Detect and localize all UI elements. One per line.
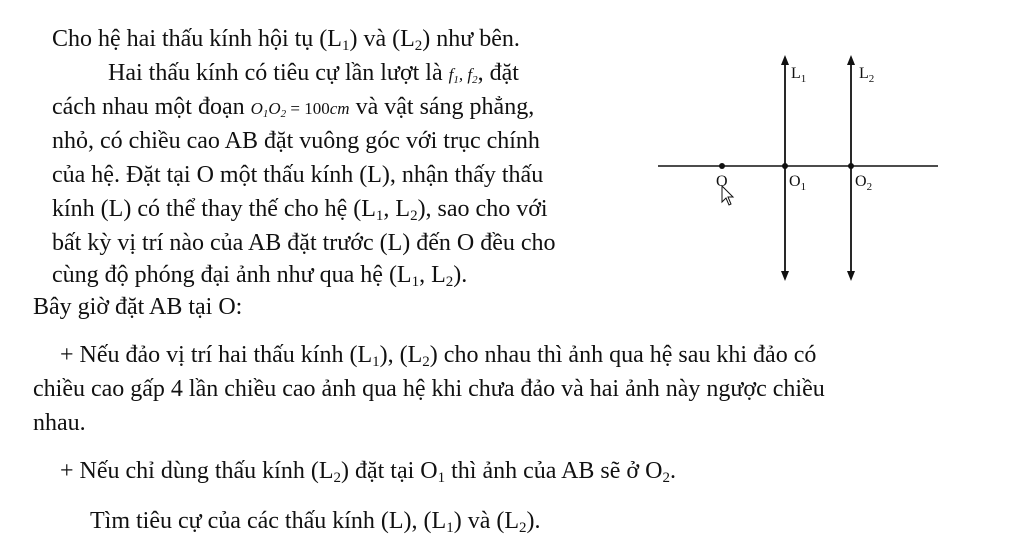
sub: 2 [519, 520, 527, 536]
paragraph-line-8: Bây giờ đặt AB tại O: [33, 294, 243, 320]
distance-formula [251, 99, 350, 118]
sub: 2 [410, 208, 418, 224]
sub: 1 [262, 108, 269, 120]
lens-system-diagram [640, 40, 950, 285]
sub: 2 [422, 354, 430, 370]
sub: 2 [333, 470, 341, 486]
text: , L [383, 196, 411, 222]
text: + Nếu đảo vị trí hai thấu kính (L [60, 342, 373, 368]
text: và vật sáng phẳng, [349, 94, 535, 120]
intro-text: ) như bên. [422, 26, 520, 52]
sub: 1 [437, 470, 446, 486]
text: ), sao cho với [417, 196, 548, 222]
intro-text: Cho hệ hai thấu kính hội tụ (L [52, 26, 342, 52]
text: ) đặt tại O [340, 458, 438, 484]
case-1-line-1 [60, 338, 816, 372]
text: + Nếu chỉ dùng thấu kính (L [60, 458, 334, 484]
focal-lengths [449, 65, 478, 84]
unit: cm [329, 99, 350, 118]
text: ) và (L [453, 508, 519, 534]
label-l2: $L_2$ [859, 65, 875, 85]
sub: 2 [662, 470, 670, 486]
text: ), (L [379, 342, 423, 368]
text: , L [419, 262, 446, 288]
separator: , [458, 65, 468, 84]
paragraph-line-2 [52, 90, 534, 126]
sub: 1 [446, 520, 454, 536]
text: , đặt [477, 60, 519, 86]
point-o-dot [719, 163, 725, 169]
point-o1-dot [782, 163, 788, 169]
text: thì ảnh của AB sẽ ở O [445, 458, 663, 484]
label-o: O [716, 173, 728, 190]
question-line [90, 504, 541, 538]
sub: 1 [341, 38, 350, 54]
f-symbol: f [467, 65, 473, 84]
text: cách nhau một đoạn [52, 94, 251, 120]
label-o1: $O_1$ [789, 173, 807, 193]
o-symbol: O [268, 99, 281, 118]
text: ). [526, 508, 541, 534]
sub: 1 [411, 274, 420, 290]
sub: 1 [375, 208, 384, 224]
case-2-line [60, 454, 676, 488]
point-o2-dot [848, 163, 854, 169]
label-l1: $L_1$ [791, 65, 807, 85]
sub: 2 [445, 274, 454, 290]
paragraph-line-5 [52, 192, 548, 226]
o-symbol: O [250, 99, 263, 118]
paragraph-line-6: bất kỳ vị trí nào của AB đặt trước (L) đến O đều cho [52, 230, 556, 256]
paragraph-line-7 [52, 258, 467, 292]
case-1-line-3: nhau. [33, 410, 86, 436]
f-symbol: f [448, 65, 454, 84]
intro-line [52, 22, 520, 56]
text: ) cho nhau thì ảnh qua hệ sau khi đảo có [429, 342, 817, 368]
equation: = 100 [286, 99, 330, 118]
text: ). [453, 262, 468, 288]
label-o2: $O_2$ [855, 173, 873, 193]
text: Hai thấu kính có tiêu cự lần lượt là [108, 60, 449, 86]
sub: 1 [453, 74, 459, 86]
text: kính (L) có thể thay thế cho hệ (L [52, 196, 376, 222]
text: Tìm tiêu cự của các thấu kính (L), (L [90, 508, 447, 534]
paragraph-line-1 [108, 56, 519, 92]
text: . [669, 458, 676, 484]
paragraph-line-4: của hệ. Đặt tại O một thấu kính (L), nhận thấy thấu [52, 162, 544, 188]
text: cùng độ phóng đại ảnh như qua hệ (L [52, 262, 412, 288]
case-1-line-2: chiều cao gấp 4 lần chiều cao ảnh qua hệ khi chưa đảo và hai ảnh này ngược chiều [33, 376, 825, 402]
sub: 2 [280, 108, 287, 120]
paragraph-line-3: nhỏ, có chiều cao AB đặt vuông góc với trục chính [52, 128, 540, 154]
sub: 1 [372, 354, 380, 370]
intro-text: ) và (L [349, 26, 415, 52]
sub: 2 [414, 38, 423, 54]
sub: 2 [472, 74, 478, 86]
